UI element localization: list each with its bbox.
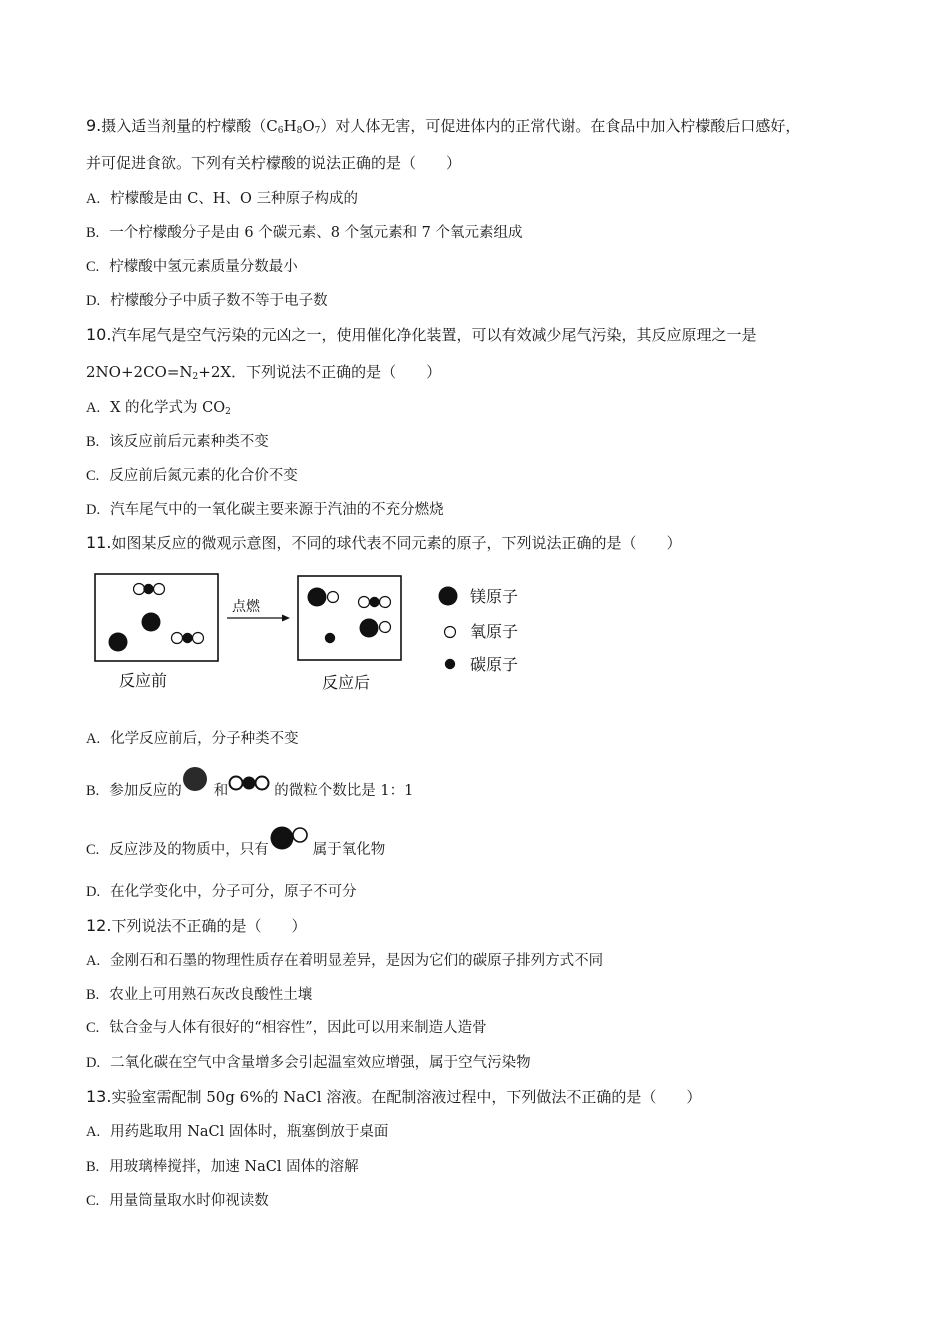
q10-stem-text: 汽车尾气是空气污染的元凶之一，使用催化净化装置，可以有效减少尾气污染，其反应原理之一是 — [111, 326, 757, 344]
option-text: 属于氧化物 — [312, 842, 386, 858]
q12-option-d — [86, 1053, 531, 1073]
option-text: 反应涉及的物质中，只有 — [109, 842, 269, 858]
formula-subscript: 2 — [225, 407, 231, 417]
q13-option-a — [86, 1122, 388, 1142]
legend-magnesium-icon — [439, 587, 458, 606]
option-text: 用药匙取用 NaCl 固体时，瓶塞倒放于桌面 — [110, 1124, 389, 1140]
legend-oxygen-label: 氧原子 — [470, 622, 519, 641]
option-text: 反应前后氮元素的化合价不变 — [109, 468, 298, 484]
option-text: 柠檬酸中氢元素质量分数最小 — [109, 259, 298, 275]
option-letter: B. — [86, 783, 100, 799]
q9-stem-line1 — [86, 116, 800, 136]
option-letter: C. — [86, 842, 100, 858]
q11-option-c — [86, 836, 385, 864]
option-text: 柠檬酸是由 C、H、O 三种原子构成的 — [110, 191, 358, 207]
before-label: 反应前 — [119, 671, 168, 690]
q11-stem — [86, 533, 681, 553]
legend-magnesium-label: 镁原子 — [470, 587, 519, 606]
option-text: 农业上可用熟石灰改良酸性土壤 — [109, 987, 313, 1003]
option-letter: C. — [86, 1193, 100, 1209]
q12-option-a — [86, 951, 603, 971]
equation-part: +2X．下列说法不正确的是（ ） — [198, 363, 442, 381]
option-text: 钛合金与人体有很好的“相容性”，因此可以用来制造人造骨 — [109, 1020, 487, 1036]
q12-stem-text: 下列说法不正确的是（ ） — [111, 917, 307, 935]
formula-element: H — [283, 117, 297, 135]
q11-stem-text: 如图某反应的微观示意图，不同的球代表不同元素的原子，下列说法正确的是（ ） — [111, 534, 682, 552]
molecule-mgo — [360, 619, 391, 638]
option-letter: D. — [86, 502, 101, 518]
option-letter: A. — [86, 191, 101, 207]
option-text: 用量筒量取水时仰视读数 — [109, 1193, 269, 1209]
option-text: 该反应前后元素种类不变 — [109, 434, 269, 450]
option-letter: B. — [86, 225, 100, 241]
magnesium-oxide-icon — [269, 824, 313, 852]
after-label: 反应后 — [322, 673, 371, 692]
option-letter: A. — [86, 953, 101, 969]
q9-option-d — [86, 291, 328, 311]
option-letter: B. — [86, 1159, 100, 1175]
option-text: 一个柠檬酸分子是由 6 个碳元素、8 个氢元素和 7 个氧元素组成 — [109, 225, 523, 241]
question-number: 12. — [86, 916, 112, 935]
q9-option-a — [86, 189, 358, 209]
option-letter: B. — [86, 434, 100, 450]
option-text: X 的化学式为 CO — [110, 400, 226, 416]
oxygen-carbon-oxygen-icon — [228, 772, 274, 794]
q10-stem-line1 — [86, 325, 756, 345]
q11-option-a — [86, 729, 299, 749]
option-text: 参加反应的 — [109, 783, 182, 799]
question-number: 11. — [86, 533, 112, 552]
option-letter: D. — [86, 1055, 101, 1071]
molecule-oco — [172, 633, 204, 644]
q9-stem-part-b: ）对人体无害，可促进体内的正常代谢。在食品中加入柠檬酸后口感好， — [320, 117, 801, 135]
formula-subscript: 7 — [314, 126, 321, 136]
q12-stem — [86, 916, 306, 936]
equation-part: 2NO+2CO=N — [86, 363, 193, 381]
option-text: 柠檬酸分子中质子数不等于电子数 — [110, 293, 328, 309]
molecule-oco — [359, 597, 391, 608]
option-text: 金刚石和石墨的物理性质存在着明显差异，是因为它们的碳原子排列方式不同 — [110, 953, 604, 969]
option-text: 的微粒个数比是 1：1 — [274, 783, 414, 799]
option-text: 用玻璃棒搅拌，加速 NaCl 固体的溶解 — [109, 1159, 359, 1175]
carbon-atom — [325, 633, 335, 643]
q9-option-b — [86, 223, 523, 243]
formula-subscript: 8 — [296, 126, 303, 136]
legend-carbon-label: 碳原子 — [470, 655, 519, 674]
option-letter: A. — [86, 400, 101, 416]
q10-option-c — [86, 466, 298, 486]
q10-option-a — [86, 398, 231, 418]
q12-option-b — [86, 985, 312, 1005]
q13-option-c — [86, 1191, 269, 1211]
q9-stem-part-a: 摄入适当剂量的柠檬酸（C — [101, 117, 278, 135]
option-letter: B. — [86, 987, 100, 1003]
q13-option-b — [86, 1157, 359, 1177]
q11-option-d — [86, 882, 357, 902]
molecule-oco — [134, 584, 165, 595]
question-number: 10. — [86, 325, 112, 344]
q9-option-c — [86, 257, 298, 277]
legend-oxygen-icon — [445, 627, 456, 638]
magnesium-atom — [142, 613, 161, 632]
magnesium-atom-icon — [182, 764, 214, 794]
q13-stem-text: 实验室需配制 50g 6%的 NaCl 溶液。在配制溶液过程中，下列做法不正确的是（ ） — [111, 1088, 702, 1106]
formula-element: O — [302, 117, 315, 135]
option-text: 和 — [213, 783, 229, 799]
option-text: 在化学变化中，分子可分，原子不可分 — [110, 884, 357, 900]
formula-subscript: 6 — [277, 126, 284, 136]
q11-option-b — [86, 776, 413, 806]
option-text: 二氧化碳在空气中含量增多会引起温室效应增强，属于空气污染物 — [110, 1055, 531, 1071]
magnesium-atom — [109, 633, 128, 652]
option-letter: C. — [86, 1020, 100, 1036]
arrow-label: 点燃 — [232, 599, 260, 615]
option-letter: C. — [86, 468, 100, 484]
option-letter: C. — [86, 259, 100, 275]
q10-equation-line — [86, 362, 441, 382]
molecule-mgo — [308, 588, 339, 607]
option-letter: A. — [86, 731, 101, 747]
formula-subscript: 2 — [192, 372, 199, 382]
option-text: 化学反应前后，分子种类不变 — [110, 731, 299, 747]
question-number: 9. — [86, 116, 102, 135]
option-letter: D. — [86, 884, 101, 900]
q10-option-b — [86, 432, 269, 452]
option-letter: A. — [86, 1124, 101, 1140]
question-number: 13. — [86, 1087, 112, 1106]
option-letter: D. — [86, 293, 101, 309]
q12-option-c — [86, 1018, 487, 1038]
option-text: 汽车尾气中的一氧化碳主要来源于汽油的不充分燃烧 — [110, 502, 444, 518]
q9-stem-line2: 并可促进食欲。下列有关柠檬酸的说法正确的是（ ） — [86, 154, 462, 172]
arrowhead-icon — [282, 615, 290, 622]
reaction-diagram — [86, 568, 546, 698]
q10-option-d — [86, 500, 444, 520]
legend-carbon-icon — [445, 659, 455, 669]
q13-stem — [86, 1087, 701, 1107]
